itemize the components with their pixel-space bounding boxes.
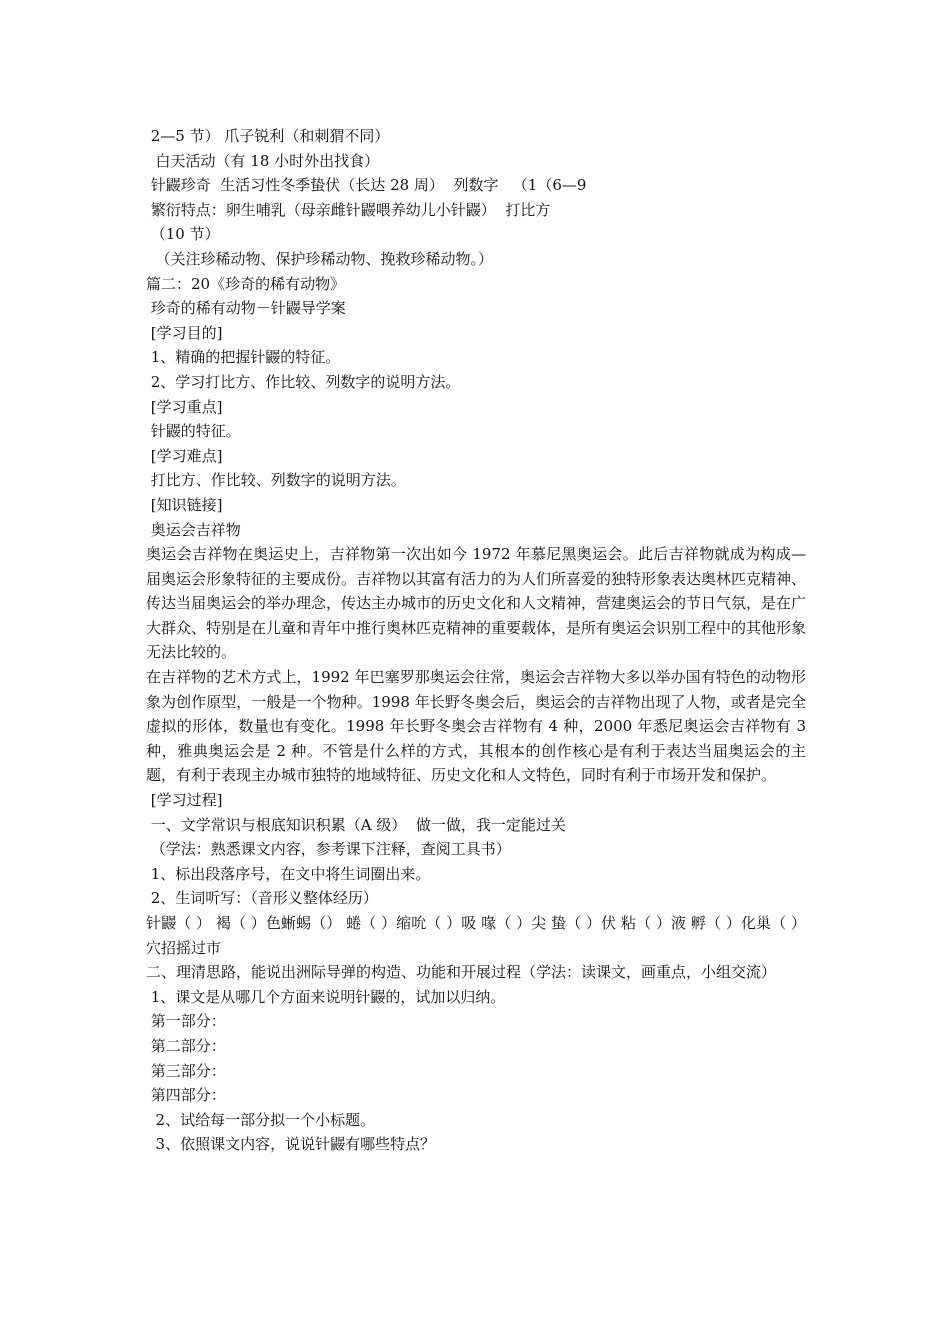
section-heading: 篇二：20《珍奇的稀有动物》 xyxy=(146,274,346,293)
text-line: 第四部分： xyxy=(146,1086,226,1105)
paragraph-task-two: 二、理清思路，能说出洲际导弹的构造、功能和开展过程（学法：读课文，画重点，小组交流） xyxy=(146,963,777,982)
text-line: 2、试给每一部分拟一个小标题。 xyxy=(146,1110,376,1129)
text-line: 2、生词听写：（音形义整体经历） xyxy=(146,889,378,908)
section-label: [知识链接] xyxy=(146,495,223,514)
document-body xyxy=(146,124,806,1157)
text-line: 1、标出段落序号，在文中将生词圈出来。 xyxy=(146,864,431,883)
text-line: （关注珍稀动物、保护珍稀动物、挽救珍稀动物。） xyxy=(146,249,494,268)
text-line: 白天活动（有 18 小时外出找食） xyxy=(146,151,380,170)
text-line: 一、文学常识与根底知识积累（A 级） 做一做，我一定能过关 xyxy=(146,815,566,834)
text-line: 1、精确的把握针鼹的特征。 xyxy=(146,348,341,367)
text-line: 打比方、作比较、列数字的说明方法。 xyxy=(146,471,406,490)
paragraph-mascot-history: 奥运会吉祥物在奥运史上，吉祥物第一次出如今 1972 年慕尼黑奥运会。此后吉祥物就成为构成—届奥运会形象特征的主要成份。吉祥物以其富有活力的为人们所喜爱的独特形象表达奥林匹克精神、传达当届奥运会的举办理念，传达主办城市的历史文化和人文精神，营建奥运会的节日气氛，是在广大群众、特别是在儿童和青年中推行奥林匹克精神的重要载体，是所有奥运会识别工程中的其他形象无法比较的。 xyxy=(146,545,807,662)
section-label: [学习重点] xyxy=(146,397,223,416)
subheading: 奥运会吉祥物 xyxy=(146,520,241,539)
document-title: 珍奇的稀有动物－针鼹导学案 xyxy=(146,299,346,318)
text-line: 第二部分： xyxy=(146,1036,226,1055)
text-line: 第三部分： xyxy=(146,1061,226,1080)
text-line: 针鼹珍奇 生活习性冬季蛰伏（长达 28 周） 列数字 （1（6—9 xyxy=(146,176,587,195)
text-line: 2、学习打比方、作比较、列数字的说明方法。 xyxy=(146,372,461,391)
section-label: [学习难点] xyxy=(146,446,223,465)
text-line: 繁衍特点：卵生哺乳（母亲雌针鼹喂养幼儿小针鼹） 打比方 xyxy=(146,200,551,219)
text-line: （10 节） xyxy=(146,225,220,244)
text-line: 3、依照课文内容，说说针鼹有哪些特点？ xyxy=(146,1135,436,1154)
section-label: [学习过程] xyxy=(146,791,223,810)
paragraph-mascot-forms: 在吉祥物的艺术方式上，1992 年巴塞罗那奥运会往常，奥运会吉祥物大多以举办国有特色的动物形象为创作原型，一般是一个物种。1998 年长野冬奥会后，奥运会的吉祥物出现了人物，或者是完全虚拟的形体，数量也有变化。1998 年长野冬奥会吉祥物有 4 种，2000 年悉尼奥运会吉祥物有 3 种，雅典奥运会是 2 种。不管是什么样的方式，其根本的创作核心是有利于表达当届奥运会的主题，有利于表现主办城市独特的地域特征、历史文化和人文特色，同时有利于市场开发和保护。 xyxy=(146,668,806,785)
text-line: 第一部分： xyxy=(146,1012,226,1031)
section-label: [学习目的] xyxy=(146,323,223,342)
text-line: 2—5 节） 爪子锐利（和刺猬不同） xyxy=(146,127,390,145)
paragraph-vocabulary: 针鼹（ ） 褐（ ）色蜥蜴（） 蜷（ ）缩吮（ ）吸 喙（ ）尖 蛰（ ）伏 粘（ ）液 孵（ ）化巢（ ）穴招摇过市 xyxy=(146,914,806,957)
text-line: 1、课文是从哪几个方面来说明针鼹的，试加以归纳。 xyxy=(146,987,506,1006)
text-line: 针鼹的特征。 xyxy=(146,422,241,441)
text-line: （学法：熟悉课文内容，参考课下注释，查阅工具书） xyxy=(146,840,511,859)
